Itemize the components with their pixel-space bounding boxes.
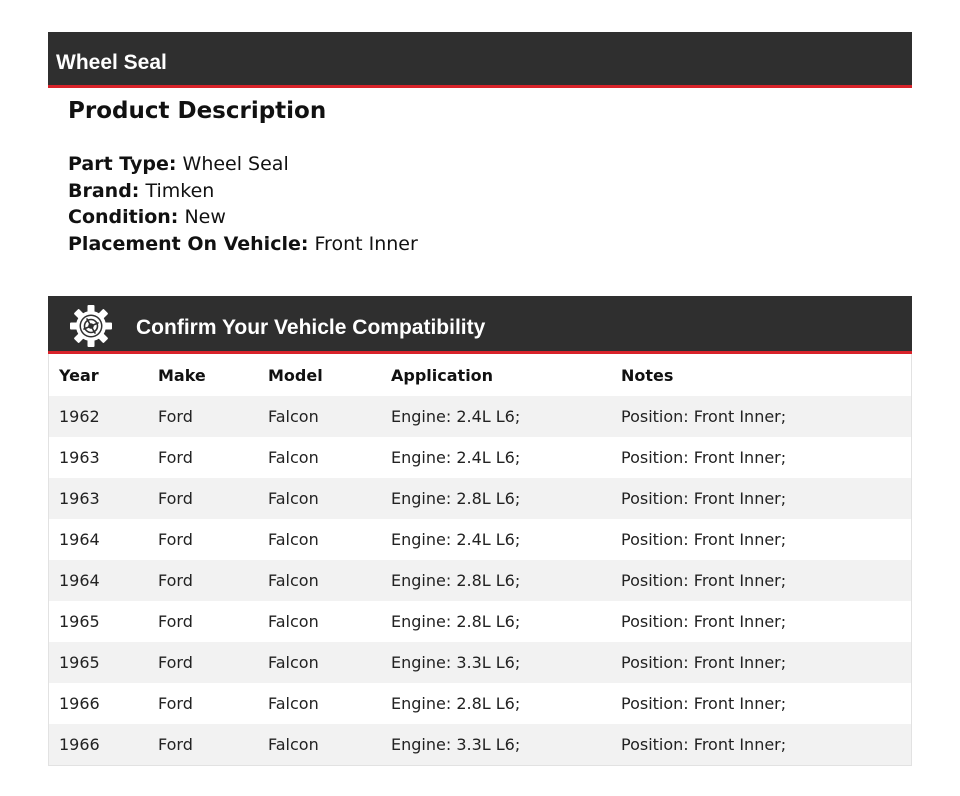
table-row <box>49 478 911 519</box>
cell-year: 1966 <box>49 683 148 724</box>
cell-model: Falcon <box>258 437 381 478</box>
spec-value: Wheel Seal <box>182 153 289 175</box>
cell-model: Falcon <box>258 642 381 683</box>
cell-notes: Position: Front Inner; <box>611 396 911 437</box>
spec-value: Front Inner <box>314 232 418 255</box>
spec-value: New <box>184 206 226 228</box>
cell-application: Engine: 3.3L L6; <box>381 642 611 683</box>
cell-application: Engine: 2.4L L6; <box>381 396 611 437</box>
cell-application: Engine: 2.4L L6; <box>381 519 611 560</box>
column-header-notes: Notes <box>621 365 674 385</box>
cell-year: 1963 <box>49 478 148 519</box>
table-row <box>49 560 911 601</box>
cell-notes: Position: Front Inner; <box>611 642 911 683</box>
spec-condition <box>68 204 888 231</box>
table-row <box>49 519 911 560</box>
cell-notes: Position: Front Inner; <box>611 601 911 642</box>
spec-label: Brand: <box>68 179 140 202</box>
product-title-bar <box>48 32 912 88</box>
description-heading: Product Description <box>68 98 327 124</box>
spec-list <box>68 151 888 257</box>
column-header-model: Model <box>268 365 323 385</box>
cell-make: Ford <box>148 642 258 683</box>
cell-make: Ford <box>148 601 258 642</box>
cell-year: 1966 <box>49 724 148 765</box>
cell-make: Ford <box>148 396 258 437</box>
cell-notes: Position: Front Inner; <box>611 683 911 724</box>
cell-application: Engine: 2.8L L6; <box>381 683 611 724</box>
cell-model: Falcon <box>258 601 381 642</box>
cell-model: Falcon <box>258 560 381 601</box>
spec-label: Condition: <box>68 206 179 228</box>
cell-model: Falcon <box>258 396 381 437</box>
cell-year: 1964 <box>49 560 148 601</box>
cell-model: Falcon <box>258 478 381 519</box>
compatibility-title: Confirm Your Vehicle Compatibility <box>136 316 486 339</box>
cell-year: 1964 <box>49 519 148 560</box>
table-row <box>49 642 911 683</box>
compatibility-table-container <box>48 354 912 766</box>
table-row <box>49 601 911 642</box>
cell-application: Engine: 2.8L L6; <box>381 560 611 601</box>
cell-year: 1965 <box>49 642 148 683</box>
table-row <box>49 683 911 724</box>
spec-value: Timken <box>145 179 215 202</box>
spec-label: Part Type: <box>68 153 177 175</box>
cell-make: Ford <box>148 478 258 519</box>
cell-make: Ford <box>148 683 258 724</box>
spec-placement <box>68 231 888 258</box>
table-header-row <box>49 354 911 396</box>
cell-year: 1965 <box>49 601 148 642</box>
cell-model: Falcon <box>258 724 381 765</box>
cell-notes: Position: Front Inner; <box>611 560 911 601</box>
table-row <box>49 396 911 437</box>
cell-application: Engine: 2.8L L6; <box>381 478 611 519</box>
cell-application: Engine: 3.3L L6; <box>381 724 611 765</box>
spec-part-type <box>68 151 888 178</box>
cell-make: Ford <box>148 437 258 478</box>
cell-year: 1962 <box>49 396 148 437</box>
cell-make: Ford <box>148 724 258 765</box>
cell-make: Ford <box>148 519 258 560</box>
compatibility-table <box>49 354 911 765</box>
cell-model: Falcon <box>258 683 381 724</box>
cell-year: 1963 <box>49 437 148 478</box>
compatibility-header <box>48 296 912 354</box>
cell-notes: Position: Front Inner; <box>611 437 911 478</box>
cell-notes: Position: Front Inner; <box>611 478 911 519</box>
cell-notes: Position: Front Inner; <box>611 519 911 560</box>
column-header-make: Make <box>158 365 206 385</box>
product-title: Wheel Seal <box>56 51 167 74</box>
gear-icon <box>70 305 112 347</box>
column-header-year: Year <box>59 365 99 385</box>
cell-application: Engine: 2.8L L6; <box>381 601 611 642</box>
spec-label: Placement On Vehicle: <box>68 232 309 255</box>
cell-make: Ford <box>148 560 258 601</box>
cell-model: Falcon <box>258 519 381 560</box>
column-header-application: Application <box>391 365 494 385</box>
table-row <box>49 724 911 765</box>
table-row <box>49 437 911 478</box>
spec-brand <box>68 178 888 205</box>
product-description <box>68 96 888 257</box>
cell-application: Engine: 2.4L L6; <box>381 437 611 478</box>
cell-notes: Position: Front Inner; <box>611 724 911 765</box>
